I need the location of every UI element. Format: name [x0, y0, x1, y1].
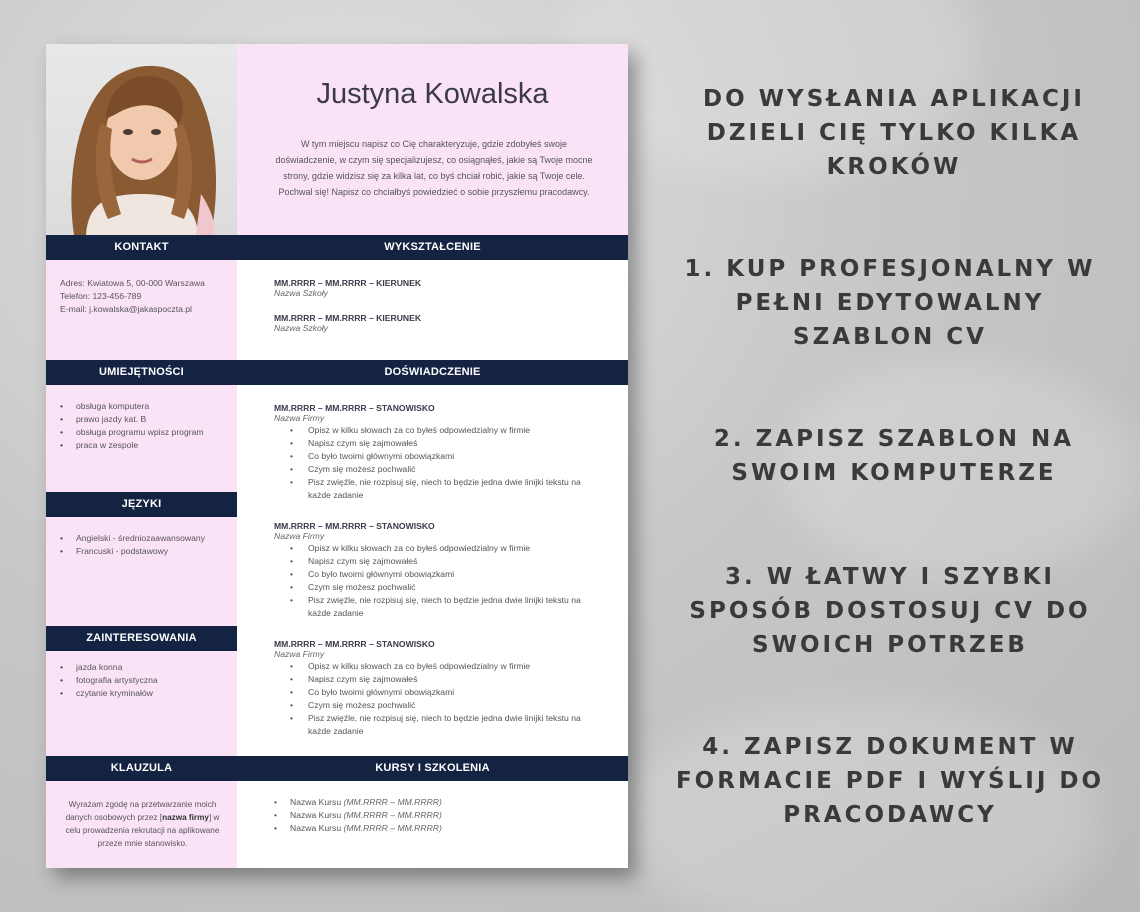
course-name: Nazwa Kursu	[290, 810, 344, 820]
course-dates: (MM.RRRR – MM.RRRR)	[343, 823, 442, 833]
clause-company: nazwa firmy	[162, 813, 209, 822]
section-header-courses: KURSY I SZKOLENIA	[237, 756, 628, 781]
contact-address: Adres: Kwiatowa 5, 00-000 Warszawa	[60, 278, 205, 288]
list-item: • Napisz czym się zajmowałeś	[290, 673, 604, 686]
list-item	[274, 796, 442, 809]
section-header-languages: JĘZYKI	[46, 492, 237, 517]
experience-title: MM.RRRR – MM.RRRR – STANOWISKO	[274, 403, 435, 413]
experience-entry	[274, 403, 604, 502]
list-item: • Opisz w kilku słowach za co byłeś odpowiedzialny w firmie	[290, 542, 604, 555]
duties-list	[274, 424, 604, 502]
experience-entry	[274, 521, 604, 620]
list-item: • Napisz czym się zajmowałeś	[290, 437, 604, 450]
course-name: Nazwa Kursu	[290, 797, 344, 807]
section-header-skills: UMIEJĘTNOŚCI	[46, 360, 237, 385]
list-item: • Napisz czym się zajmowałeś	[290, 555, 604, 568]
list-item: • Czym się możesz pochwalić	[290, 699, 604, 712]
education-school: Nazwa Szkoły	[274, 323, 328, 333]
section-header-clause: KLAUZULA	[46, 756, 237, 781]
section-header-education: WYKSZTAŁCENIE	[237, 235, 628, 260]
contact-email: E-mail: j.kowalska@jakaspoczta.pl	[60, 304, 192, 314]
education-entry	[274, 278, 604, 299]
list-item: • Francuski - podstawowy	[60, 545, 205, 558]
list-item: • Pisz zwięźle, nie rozpisuj się, niech to będzie jedna dwie linijki tekstu na każde zadanie	[290, 476, 604, 502]
list-item: • Co było twoimi głównymi obowiązkami	[290, 568, 604, 581]
cv-intro: W tym miejscu napisz co Cię charakteryzuje, gdzie zdobyłeś swoje doświadczenie, w czym się specjalizujesz, co osiągnąłeś, jakie są Twoje mocne strony, gdzie widzisz się za kilka lat, co byś chciał robić, jakie są Twoje cele. Pochwal się! Napisz co chciałbyś powiedzieć o sobie przyszłemu pracodawcy.	[275, 139, 593, 197]
list-item: • Pisz zwięźle, nie rozpisuj się, niech to będzie jedna dwie linijki tekstu na każde zadanie	[290, 712, 604, 738]
step-3: 3. W ŁATWY I SZYBKI SPOSÓB DOSTOSUJ CV DO SWOICH POTRZEB	[689, 564, 1091, 658]
section-header-experience: DOŚWIADCZENIE	[237, 360, 628, 385]
list-item: • czytanie kryminałów	[60, 687, 158, 700]
steps-heading: DO WYSŁANIA APLIKACJI DZIELI CIĘ TYLKO KILKA KROKÓW	[703, 86, 1085, 180]
course-dates: (MM.RRRR – MM.RRRR)	[343, 797, 442, 807]
cv-template-preview	[46, 44, 628, 868]
list-item: • Angielski - średniozaawansowany	[60, 532, 205, 545]
list-item: • obsługa komputera	[60, 400, 204, 413]
list-item: • praca w zespole	[60, 439, 204, 452]
contact-phone: Telefon: 123-456-789	[60, 291, 142, 301]
experience-entry	[274, 639, 604, 738]
list-item: • Opisz w kilku słowach za co byłeś odpowiedzialny w firmie	[290, 424, 604, 437]
clause-text: ] w celu prowadzenia rekrutacji na aplikowane przeze mnie stanowisko.	[65, 813, 220, 848]
duties-list	[274, 542, 604, 620]
clause-text: Wyrażam zgodę na przetwarzanie moich danych osobowych przez [	[65, 800, 217, 822]
course-dates: (MM.RRRR – MM.RRRR)	[343, 810, 442, 820]
list-item: • Pisz zwięźle, nie rozpisuj się, niech to będzie jedna dwie linijki tekstu na każde zadanie	[290, 594, 604, 620]
education-title: MM.RRRR – MM.RRRR – KIERUNEK	[274, 313, 422, 323]
experience-company: Nazwa Firmy	[274, 413, 325, 423]
list-item: • jazda konna	[60, 661, 158, 674]
section-header-interests: ZAINTERESOWANIA	[46, 626, 237, 651]
section-header-contact: KONTAKT	[46, 235, 237, 260]
duties-list	[274, 660, 604, 738]
step-4: 4. ZAPISZ DOKUMENT W FORMACIE PDF I WYŚLIJ DO PRACODAWCY	[675, 734, 1105, 828]
list-item	[274, 809, 442, 822]
education-title: MM.RRRR – MM.RRRR – KIERUNEK	[274, 278, 422, 288]
list-item: • prawo jazdy kat. B	[60, 413, 204, 426]
profile-photo	[46, 44, 237, 235]
experience-company: Nazwa Firmy	[274, 649, 325, 659]
skills-list	[60, 400, 204, 452]
list-item: • fotografia artystyczna	[60, 674, 158, 687]
course-name: Nazwa Kursu	[290, 823, 344, 833]
list-item: • Co było twoimi głównymi obowiązkami	[290, 686, 604, 699]
education-school: Nazwa Szkoły	[274, 288, 328, 298]
list-item	[274, 822, 442, 835]
cv-name: Justyna Kowalska	[316, 78, 549, 110]
experience-company: Nazwa Firmy	[274, 531, 325, 541]
list-item: • Opisz w kilku słowach za co byłeś odpowiedzialny w firmie	[290, 660, 604, 673]
step-1: 1. KUP PROFESJONALNY W PEŁNI EDYTOWALNY SZABLON CV	[684, 256, 1096, 350]
experience-title: MM.RRRR – MM.RRRR – STANOWISKO	[274, 521, 435, 531]
education-entry	[274, 313, 604, 334]
languages-list	[60, 532, 205, 558]
list-item: • Czym się możesz pochwalić	[290, 463, 604, 476]
gdpr-clause	[60, 798, 225, 850]
list-item: • Czym się możesz pochwalić	[290, 581, 604, 594]
list-item: • obsługa programu wpisz program	[60, 426, 204, 439]
interests-list	[60, 661, 158, 700]
contact-details	[60, 277, 205, 316]
list-item: • Co było twoimi głównymi obowiązkami	[290, 450, 604, 463]
courses-list	[274, 796, 442, 835]
step-2: 2. ZAPISZ SZABLON NA SWOIM KOMPUTERZE	[713, 426, 1075, 486]
experience-title: MM.RRRR – MM.RRRR – STANOWISKO	[274, 639, 435, 649]
